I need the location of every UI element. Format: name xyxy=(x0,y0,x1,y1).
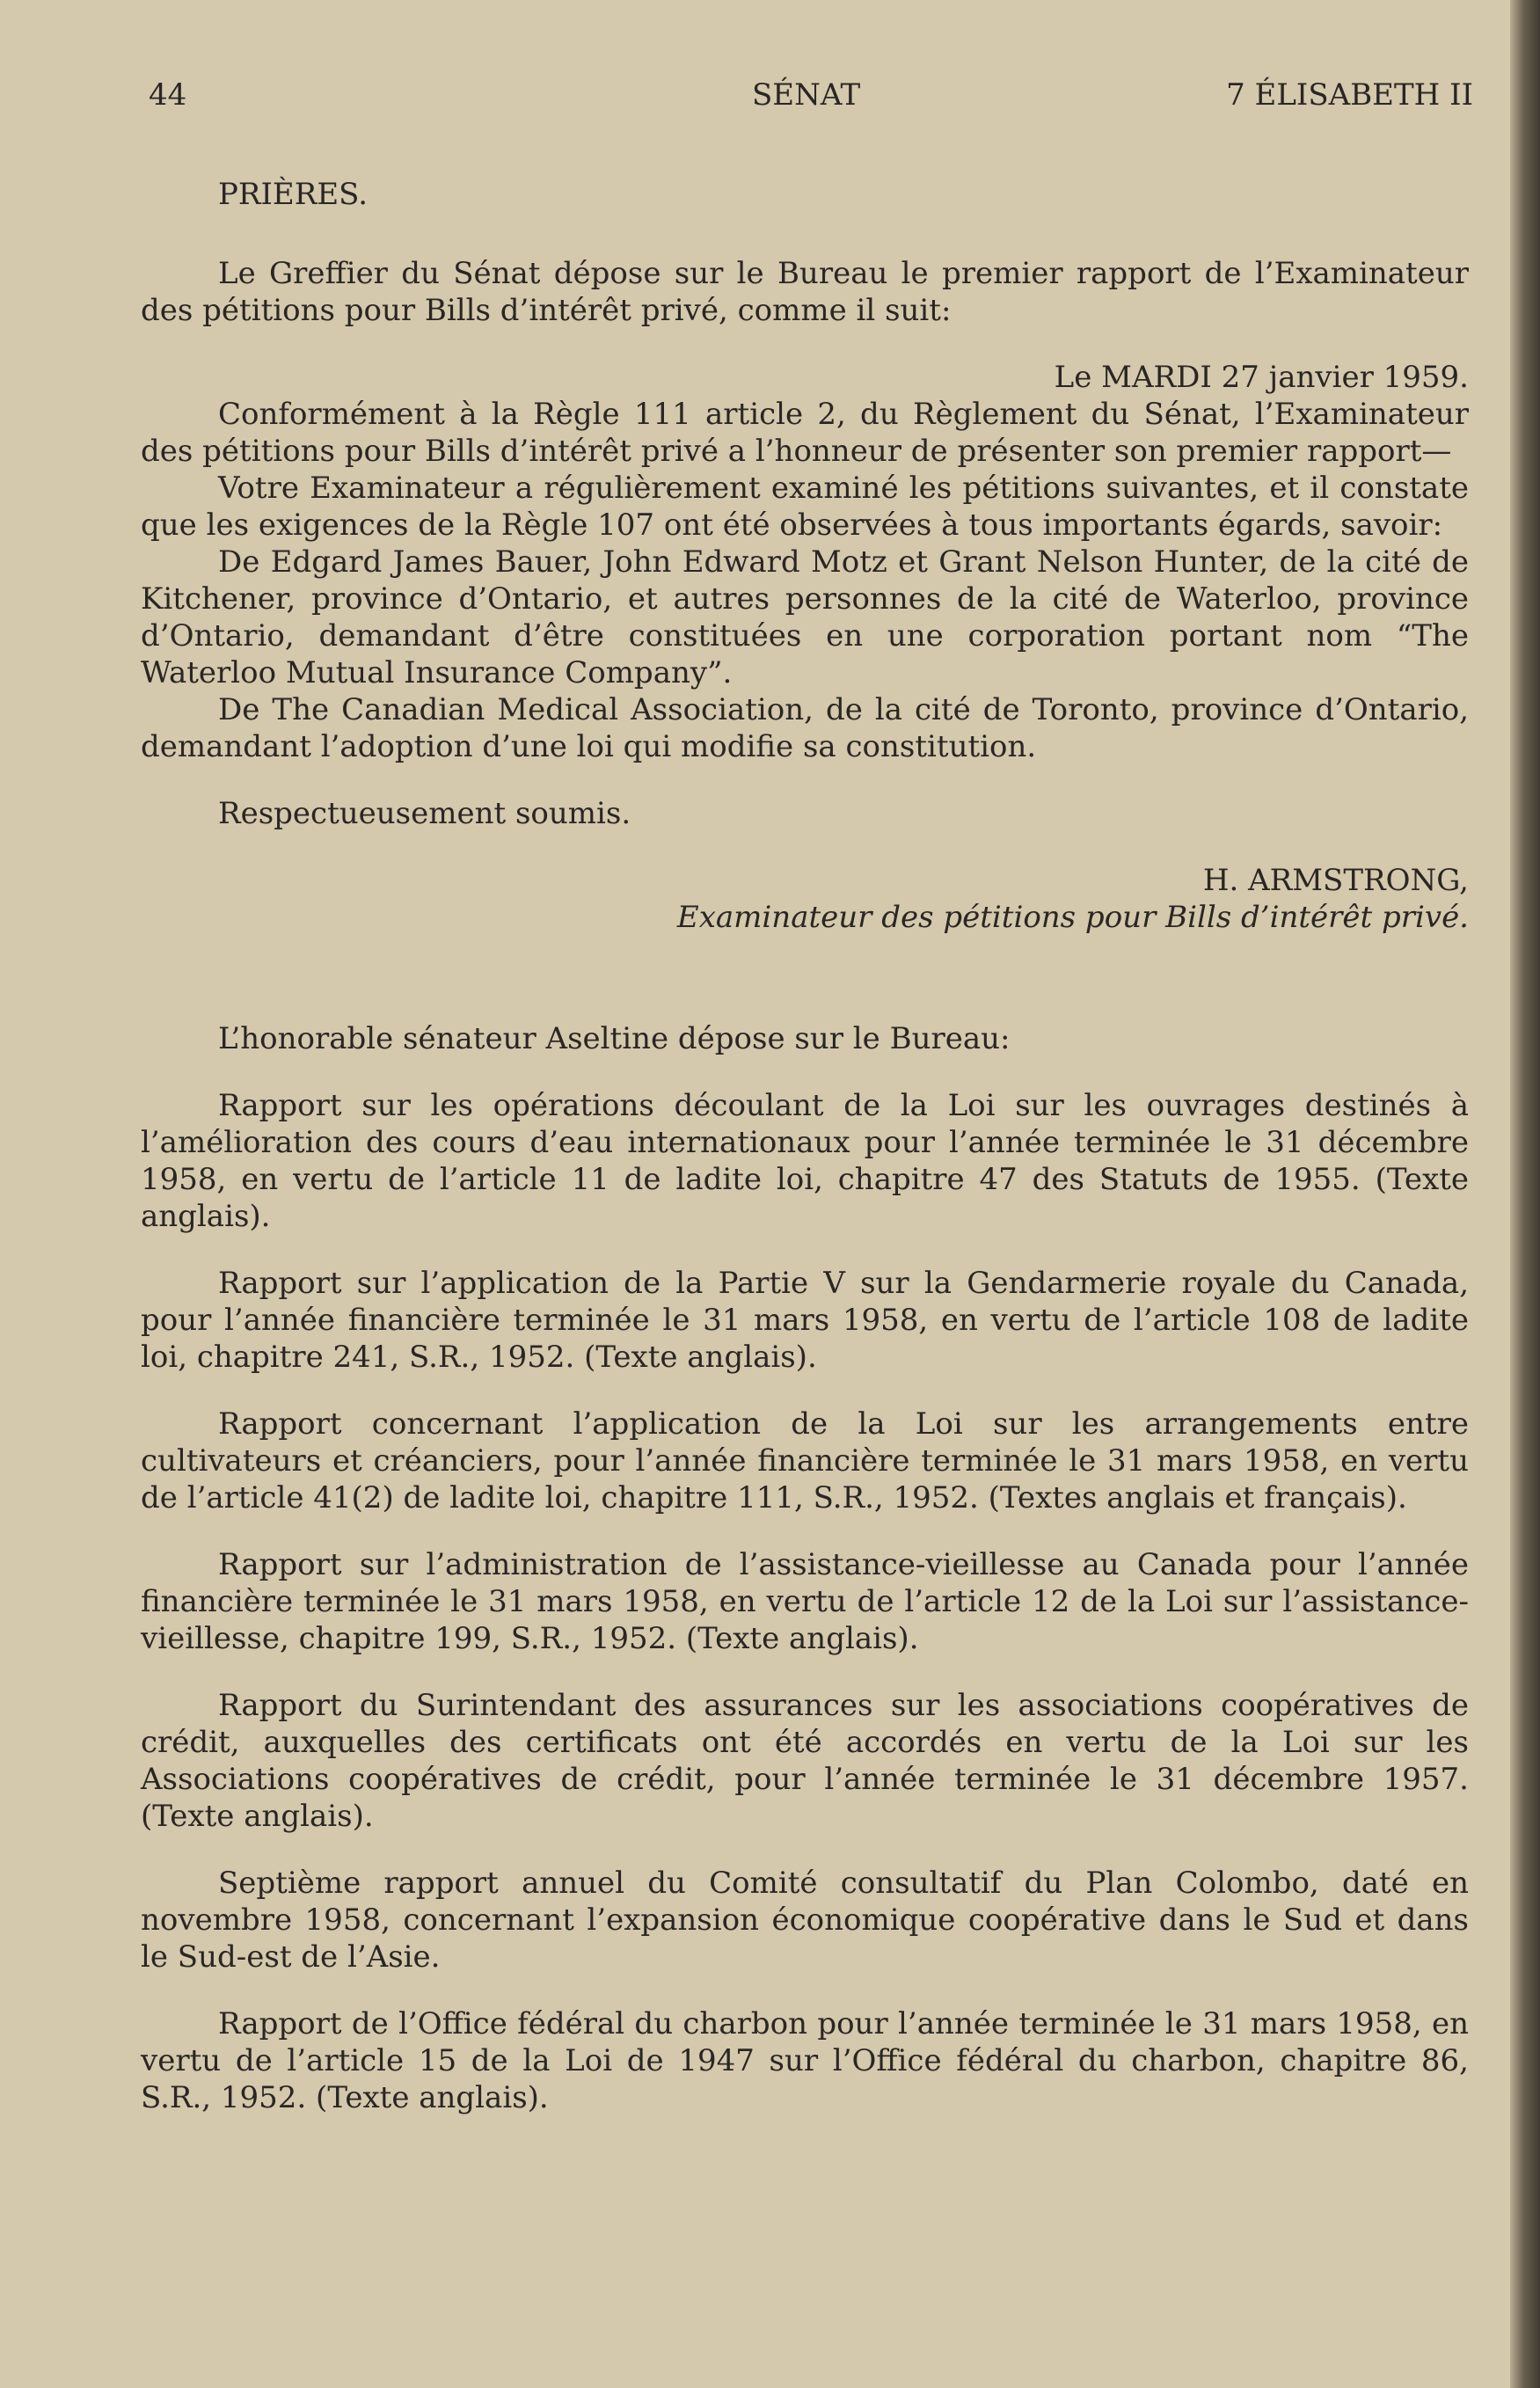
page-header xyxy=(145,77,1473,121)
page-binding-edge xyxy=(1510,0,1540,2388)
signature-name: H. ARMSTRONG, xyxy=(1202,863,1469,898)
examinateur-paragraph: Votre Examinateur a régulièrement examiné les pétitions suivantes, et il constate que les exigences de la Règle 107 ont été observées à tous importants égards, savoir: xyxy=(141,471,1469,543)
greffier-paragraph: Le Greffier du Sénat dépose sur le Bureau le premier rapport de l’Examinateur des pétitions pour Bills d’intérêt privé, comme il suit: xyxy=(141,256,1469,328)
date-prefix: Le xyxy=(1054,360,1092,395)
petition-item: De Edgard James Bauer, John Edward Motz et Grant Nelson Hunter, de la cité de Kitchener, province d’Ontario, et autres personnes de la cité de Waterloo, province d’Ontario, demandant d’être constituées en une corporation portant nom “The Waterloo Mutual Insurance Company”. xyxy=(141,544,1469,690)
page-body xyxy=(141,176,1469,2116)
report-item: Septième rapport annuel du Comité consultatif du Plan Colombo, daté en novembre 1958, concernant l’expansion économique coopérative dans le Sud et dans le Sud-est de l’Asie. xyxy=(141,1866,1469,1975)
report-item: Rapport sur l’administration de l’assistance-vieillesse au Canada pour l’année financière terminée le 31 mars 1958, en vertu de l’article 12 de la Loi sur l’assistance-vieillesse, chapitre 199, S.R., 1952. (Texte anglais). xyxy=(141,1547,1469,1656)
running-title: SÉNAT xyxy=(752,77,861,113)
report-item: Rapport de l’Office fédéral du charbon pour l’année terminée le 31 mars 1958, en vertu de l’article 15 de la Loi de 1947 sur l’Office fédéral du charbon, chapitre 86, S.R., 1952. (Texte anglais). xyxy=(141,2006,1469,2115)
report-item: Rapport concernant l’application de la Loi sur les arrangements entre cultivateurs et créanciers, pour l’année financière terminée le 31 mars 1958, en vertu de l’article 41(2) de ladite loi, chapitre 111, S.R., 1952. (Textes anglais et français). xyxy=(141,1406,1469,1515)
report-item: Rapport sur l’application de la Partie V sur la Gendarmerie royale du Canada, pour l’année financière terminée le 31 mars 1958, en vertu de l’article 108 de ladite loi, chapitre 241, S.R., 1952. (Texte anglais). xyxy=(141,1266,1469,1375)
signature-title: Examinateur des pétitions pour Bills d’intérêt privé. xyxy=(676,900,1469,935)
conformement-paragraph: Conformément à la Règle 111 article 2, du Règlement du Sénat, l’Examinateur des pétitions pour Bills d’intérêt privé a l’honneur de présenter son premier rapport— xyxy=(141,397,1469,469)
petition-item: De The Canadian Medical Association, de la cité de Toronto, province d’Ontario, demandant l’adoption d’une loi qui modifie sa constitution. xyxy=(141,692,1469,764)
aseltine-paragraph: L’honorable sénateur Aseltine dépose sur le Bureau: xyxy=(218,1021,1011,1056)
date-day: MARDI xyxy=(1101,360,1212,395)
page-number: 44 xyxy=(149,77,187,113)
report-date xyxy=(141,359,1469,396)
date-rest: 27 janvier 1959. xyxy=(1221,360,1469,395)
report-item: Rapport du Surintendant des assurances sur les associations coopératives de crédit, auxquelles des certificats ont été accordés en vertu de la Loi sur les Associations coopératives de crédit, pour l’année terminée le 31 décembre 1957. (Texte anglais). xyxy=(141,1688,1469,1834)
prieres-heading: PRIÈRES. xyxy=(218,177,369,212)
closing-line: Respectueusement soumis. xyxy=(218,796,631,831)
session-label: 7 ÉLISABETH II xyxy=(1226,77,1473,113)
report-item: Rapport sur les opérations découlant de la Loi sur les ouvrages destinés à l’amélioration des cours d’eau internationaux pour l’année terminée le 31 décembre 1958, en vertu de l’article 11 de ladite loi, chapitre 47 des Statuts de 1955. (Texte anglais). xyxy=(141,1088,1469,1234)
